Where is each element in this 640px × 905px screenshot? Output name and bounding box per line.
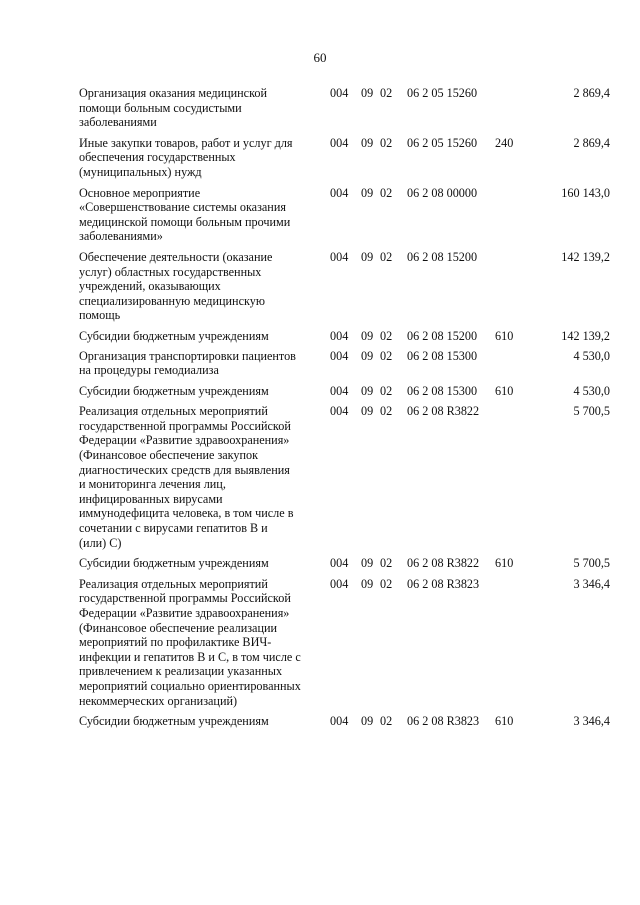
table-row: [79, 404, 609, 550]
target-item-code: 06 2 08 R3822: [407, 556, 480, 571]
table-row: [79, 556, 609, 571]
target-item-code: 06 2 08 R3822: [407, 404, 480, 419]
amount: 2 869,4: [573, 86, 610, 100]
ved-code: 004: [330, 249, 349, 264]
amount: 5 700,5: [573, 556, 610, 571]
subsection-code: 02: [380, 328, 393, 343]
expense-type-code: 610: [495, 383, 514, 398]
table-row: [79, 714, 609, 729]
row-description: Реализация отдельных мероприятий государственной программы Российской Федерации «Развитие здравоохранения» (Финансовое обеспечение закупок диагностических средств для выявления и мониторинга лечения лиц, инфицированных вирусами иммунодефицита человека, в том числе в сочетании с вирусами гепатитов В и (или) С): [79, 404, 294, 550]
table-row: [79, 186, 609, 244]
row-description: Основное мероприятие «Совершенствование системы оказания медицинской помощи больным прочими заболеваниями»: [79, 185, 291, 244]
ved-code: 004: [330, 576, 349, 591]
subsection-code: 02: [380, 348, 393, 363]
row-description: Иные закупки товаров, работ и услуг для обеспечения государственных (муниципальных) нужд: [79, 135, 293, 179]
budget-table: [79, 86, 609, 729]
row-description: Организация оказания медицинской помощи больным сосудистыми заболеваниями: [79, 86, 268, 130]
amount: 3 346,4: [573, 714, 610, 729]
ved-code: 004: [330, 328, 349, 343]
ved-code: 004: [330, 714, 349, 729]
subsection-code: 02: [380, 556, 393, 571]
amount: 142 139,2: [561, 249, 610, 264]
subsection-code: 02: [380, 135, 393, 150]
amount: 4 530,0: [573, 348, 610, 363]
target-item-code: 06 2 05 15260: [407, 135, 478, 150]
row-description: Организация транспортировки пациентов на процедуры гемодиализа: [79, 348, 296, 378]
amount: 142 139,2: [561, 328, 610, 343]
table-row: [79, 577, 609, 708]
amount: 160 143,0: [561, 185, 610, 200]
target-item-code: 06 2 05 15260: [407, 86, 478, 100]
table-row: [79, 86, 609, 130]
amount: 5 700,5: [573, 404, 610, 419]
section-code: 09: [361, 576, 374, 591]
ved-code: 004: [330, 404, 349, 419]
section-code: 09: [361, 328, 374, 343]
table-row: [79, 250, 609, 323]
section-code: 09: [361, 135, 374, 150]
amount: 2 869,4: [573, 135, 610, 150]
section-code: 09: [361, 556, 374, 571]
ved-code: 004: [330, 556, 349, 571]
subsection-code: 02: [380, 185, 393, 200]
subsection-code: 02: [380, 404, 393, 419]
expense-type-code: 610: [495, 556, 514, 571]
target-item-code: 06 2 08 R3823: [407, 576, 480, 591]
section-code: 09: [361, 714, 374, 729]
target-item-code: 06 2 08 R3823: [407, 714, 480, 729]
table-row: [79, 384, 609, 399]
table-row: [79, 136, 609, 180]
section-code: 09: [361, 404, 374, 419]
row-description: Субсидии бюджетным учреждениям: [79, 714, 269, 729]
target-item-code: 06 2 08 00000: [407, 185, 478, 200]
table-row: [79, 349, 609, 378]
subsection-code: 02: [380, 249, 393, 264]
row-description: Субсидии бюджетным учреждениям: [79, 383, 269, 398]
ved-code: 004: [330, 135, 349, 150]
row-description: Субсидии бюджетным учреждениям: [79, 556, 269, 571]
subsection-code: 02: [380, 576, 393, 591]
subsection-code: 02: [380, 383, 393, 398]
amount: 4 530,0: [573, 383, 610, 398]
target-item-code: 06 2 08 15200: [407, 328, 478, 343]
table-row: [79, 329, 609, 344]
row-description: Субсидии бюджетным учреждениям: [79, 328, 269, 343]
row-description: Обеспечение деятельности (оказание услуг) областных государственных учреждений, оказывающих специализированную медицинскую помощь: [79, 249, 273, 323]
amount: 3 346,4: [573, 576, 610, 591]
ved-code: 004: [330, 348, 349, 363]
section-code: 09: [361, 185, 374, 200]
section-code: 09: [361, 348, 374, 363]
ved-code: 004: [330, 185, 349, 200]
expense-type-code: 610: [495, 328, 514, 343]
target-item-code: 06 2 08 15200: [407, 249, 478, 264]
ved-code: 004: [330, 86, 349, 100]
target-item-code: 06 2 08 15300: [407, 383, 478, 398]
expense-type-code: 610: [495, 714, 514, 729]
target-item-code: 06 2 08 15300: [407, 348, 478, 363]
subsection-code: 02: [380, 86, 393, 100]
ved-code: 004: [330, 383, 349, 398]
subsection-code: 02: [380, 714, 393, 729]
section-code: 09: [361, 249, 374, 264]
expense-type-code: 240: [495, 135, 514, 150]
section-code: 09: [361, 383, 374, 398]
page-number: 60: [313, 50, 327, 65]
section-code: 09: [361, 86, 374, 100]
row-description: Реализация отдельных мероприятий государственной программы Российской Федерации «Развитие здравоохранения» (Финансовое обеспечение реализации мероприятий по профилактике ВИЧ-инфекции и гепатитов В и С, в том числе с привлечением к реализации указанных мероприятий социально ориентированных некоммерческих организаций): [79, 576, 301, 708]
